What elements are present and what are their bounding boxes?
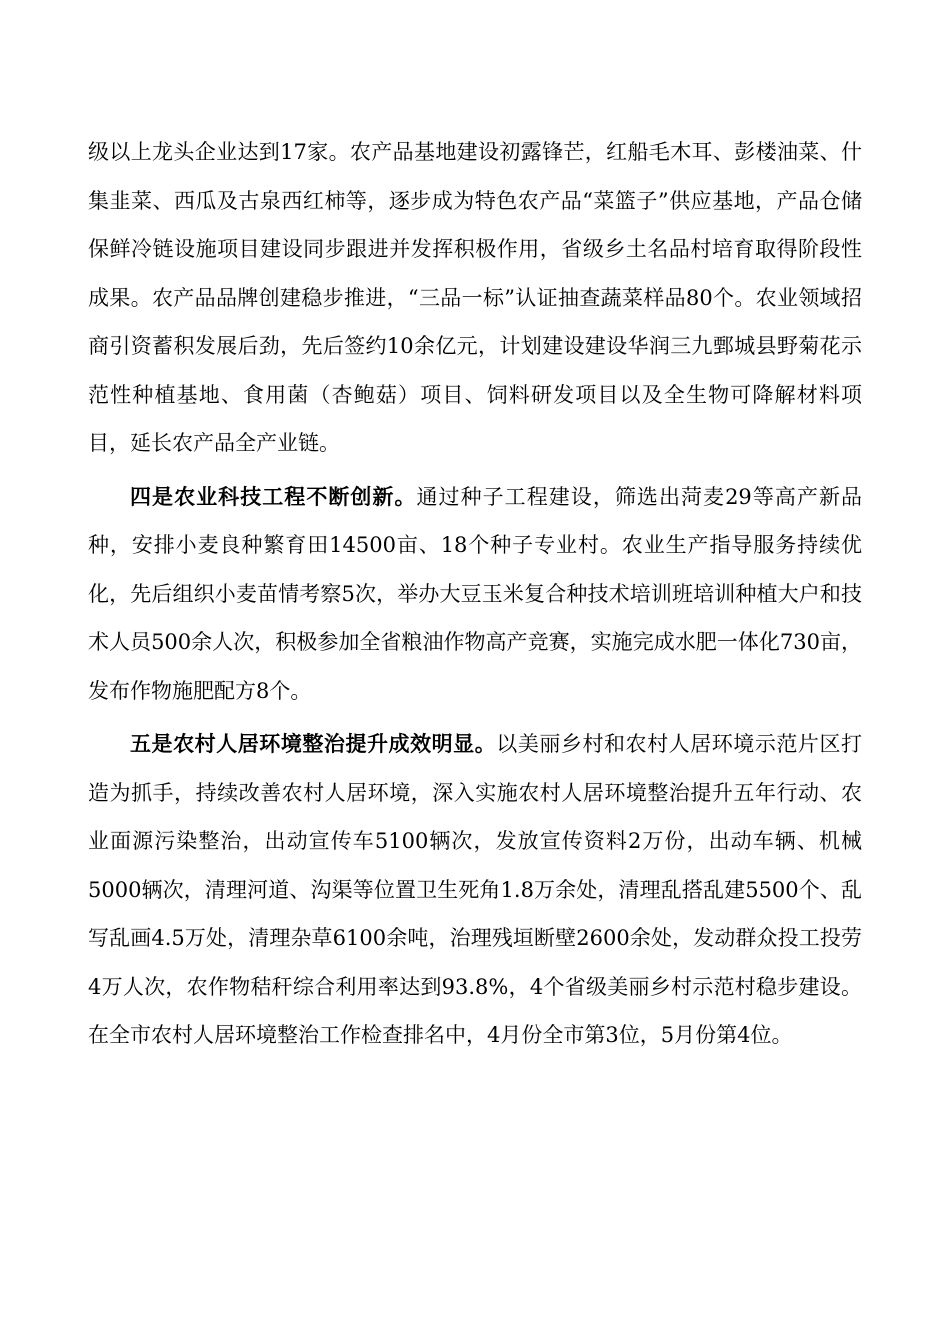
paragraph-lead-heading: 五是农村人居环境整治提升成效明显。: [130, 731, 497, 756]
document-page: [88, 128, 862, 1065]
paragraph-rural-environment: [88, 720, 862, 1060]
paragraph-text: 级以上龙头企业达到17家。农产品基地建设初露锋芒，红船毛木耳、彭楼油菜、什集韭菜、西瓜及古泉西红柿等，逐步成为特色农产品“菜篮子”供应基地，产品仓储保鲜冷链设施项目建设同步跟进并发挥积极作用，省级乡土名品村培育取得阶段性成果。农产品品牌创建稳步推进，“三品一标”认证抽查蔬菜样品80个。农业领域招商引资蓄积发展后劲，先后签约10余亿元，计划建设建设华润三九鄄城县野菊花示范性种植基地、食用菌（杏鲍菇）项目、饲料研发项目以及全生物可降解材料项目，延长农产品全产业链。: [88, 140, 862, 455]
paragraph-lead-heading: 四是农业科技工程不断创新。: [130, 483, 417, 509]
paragraph-agri-tech: [88, 473, 862, 716]
paragraph-text: 通过种子工程建设，筛选出菏麦29等高产新品种，安排小麦良种繁育田14500亩、18个种子专业村。农业生产指导服务持续优化，先后组织小麦苗情考察5次，举办大豆玉米复合种技术培训班培训种植大户和技术人员500余人次，积极参加全省粮油作物高产竞赛，实施完成水肥一体化730亩，发布作物施肥配方8个。: [88, 484, 862, 703]
paragraph-continuation: [88, 128, 862, 468]
paragraph-text: 以美丽乡村和农村人居环境示范片区打造为抓手，持续改善农村人居环境，深入实施农村人居环境整治提升五年行动、农业面源污染整治，出动宣传车5100辆次，发放宣传资料2万份，出动车辆、机械5000辆次，清理河道、沟渠等位置卫生死角1.8万余处，清理乱搭乱建5500个、乱写乱画4.5万处，清理杂草6100余吨，治理残垣断壁2600余处，发动群众投工投劳4万人次，农作物秸秆综合利用率达到93.8%，4个省级美丽乡村示范村稳步建设。在全市农村人居环境整治工作检查排名中，4月份全市第3位，5月份第4位。: [88, 732, 863, 1047]
